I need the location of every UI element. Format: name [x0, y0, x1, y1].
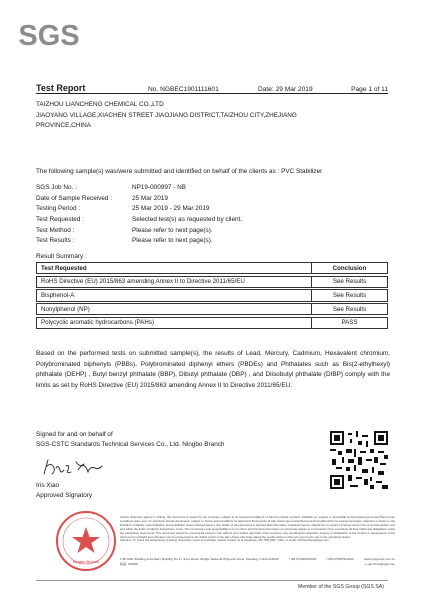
result-summary-table — [36, 262, 388, 329]
footer-web: www.sgsgroup.com.cn — [364, 557, 395, 561]
conclusion-cell: See Results — [312, 276, 388, 287]
field-value: NP19-000997 - NB — [132, 183, 186, 191]
field-label: Date of Sample Received : — [36, 194, 113, 202]
field-label: Test Requested : — [36, 215, 84, 223]
table-row — [37, 290, 388, 301]
conclusion-cell: PASS — [312, 317, 388, 328]
field-row — [36, 193, 242, 204]
footer-disclaimer — [120, 516, 395, 574]
field-label: Testing Period : — [36, 205, 81, 213]
company-seal-stamp — [54, 509, 118, 573]
conclusion-cell: See Results — [312, 304, 388, 315]
footer-email: e sgs.china@sgs.com — [364, 562, 395, 566]
field-row — [36, 235, 242, 246]
field-label: Test Results : — [36, 237, 75, 245]
footer-address-row — [120, 558, 395, 562]
sgs-group-member: Member of the SGS Group (SGS SA) — [298, 584, 384, 590]
signatory-role: Approved Signatory — [36, 492, 93, 499]
column-header-conclusion: Conclusion — [312, 263, 388, 274]
report-title: Test Report — [36, 83, 86, 93]
result-summary-label: Result Summary : — [36, 253, 87, 260]
field-label: SGS Job No. : — [36, 183, 77, 191]
signed-on-behalf — [36, 430, 225, 449]
authenticity-attention: Attention: To check the authenticity of testing /inspection report & certificate, please contact us at telephone: (86-755) 8307 1443, or email: CN.Doccheck@sgs.com — [120, 538, 329, 543]
field-value: 25 Mar 2019 — [132, 194, 168, 202]
signatory — [36, 481, 92, 501]
footer-phone: t (86-574)89070249 — [289, 557, 317, 561]
footer-fax: f (86-574)87912342 — [326, 557, 354, 561]
client-address-line2: PROVINCE,CHINA — [36, 122, 92, 129]
field-label: Test Method : — [36, 226, 75, 234]
footer-address: 1-5F Main Building & Auxiliary Building No.17 Jinye Road, Ningbo National High-tech Zone, Zhejiang, China 315040 — [120, 557, 279, 561]
footer-zip: 邮编: 315040 — [120, 562, 139, 566]
test-cell: Nonylphenol (NP) — [37, 304, 312, 315]
handwritten-signature — [40, 456, 110, 480]
field-value: Please refer to next page(s). — [132, 226, 213, 234]
header-divider — [36, 93, 388, 94]
footer-divider — [36, 580, 388, 581]
client-block — [36, 100, 388, 132]
client-address-line1: JIAOYANG VILLAGE,XIACHEN STREET JIAOJIANG DISTRICT,TAIZHOU CITY,ZHEJIANG — [36, 111, 297, 119]
test-cell: RoHS Directive (EU) 2015/863 amending Annex II to Directive 2011/65/EU — [37, 276, 312, 287]
page-indicator: Page 1 of 11 — [351, 86, 388, 93]
field-row — [36, 203, 242, 214]
field-value: Selected test(s) as requested by client. — [132, 215, 243, 223]
report-date: Date: 29 Mar 2019 — [258, 86, 313, 93]
table-header-row — [37, 263, 388, 274]
report-number: No. NGBEC1901111601 — [148, 86, 219, 93]
field-row — [36, 225, 242, 236]
job-fields — [36, 182, 242, 246]
table-row — [37, 304, 388, 315]
sample-intro: The following sample(s) was/were submitted and identified on behalf of the clients as : PVC Stabilizer — [36, 168, 323, 175]
sgs-logo — [18, 14, 80, 52]
signatory-name: Iris Xiao — [36, 482, 60, 489]
svg-text:SGS: SGS — [18, 20, 80, 52]
disclaimer-text: Unless otherwise agreed in writing, this document is issued by the Company subject to its General Conditions of Service printed overleaf, available on request or accessible at http://www.sgs.com/en/Terms-and-Conditions.aspx and, for electronic format documents, subject to Terms and Conditions for Electronic Documents at http://www.sgs.com/en/Terms-and-Conditions/Terms-e-Document.aspx. Attention is drawn to the limitation of liability, indemnification and jurisdiction issues defined therein. Any holder of this document is advised that information contained hereon reflects the Company's findings at the time of its intervention only and within the limits of Client's instructions, if any. The Company's sole responsibility is to its Client and this document does not exonerate parties to a transaction from exercising all their rights and obligations under the transaction documents. This document cannot be reproduced except in full, without prior written approval of the Company. Any unauthorized alteration, forgery or falsification of the content or appearance of this document is unlawful and offenders may be prosecuted to the fullest extent of the law. Unless otherwise stated the results shown in this test report refer only to the sample(s) tested. — [120, 515, 395, 539]
table-row — [37, 317, 388, 328]
table-row — [37, 276, 388, 287]
qr-code — [330, 431, 388, 489]
signed-line1: Signed for and on behalf of — [36, 431, 113, 438]
client-name: TAIZHOU LIANCHENG CHEMICAL CO.,LTD — [36, 101, 164, 108]
test-cell: Polycyclic aromatic hydrocarbons (PAHs) — [37, 317, 312, 328]
conclusion-cell: See Results — [312, 290, 388, 301]
field-row — [36, 182, 242, 193]
signed-line2: SGS-CSTC Standards Technical Services Co., Ltd. Ningbo Branch — [36, 440, 225, 448]
column-header-test: Test Requested — [37, 263, 312, 274]
report-header — [36, 83, 388, 93]
conclusion-paragraph: Based on the performed tests on submitted sample(s), the results of Lead, Mercury, Cadmium, Hexavalent chromium, Polybrominated biphenyls (PBBs), Polybrominated diphenyl ethers (PBDEs) and Phthalates such as Bis(2-ethylhexyl) phthalate (DEHP) , Butyl benzyl phthalate (BBP), Dibutyl phthalate (DBP) , and Diisobutyl phthalate (DIBP) comply with the limits as set by RoHS Directive (EU) 2015/863 amending Annex II to Directive 2011/65/EU. — [36, 350, 390, 389]
test-cell: Bisphenol-A — [37, 290, 312, 301]
field-row — [36, 214, 242, 225]
field-value: Please refer to next page(s). — [132, 237, 213, 245]
field-value: 25 Mar 2019 - 29 Mar 2019 — [132, 205, 210, 213]
svg-text:Ningbo Branch: Ningbo Branch — [72, 559, 100, 564]
footer-contact-row — [120, 563, 395, 567]
